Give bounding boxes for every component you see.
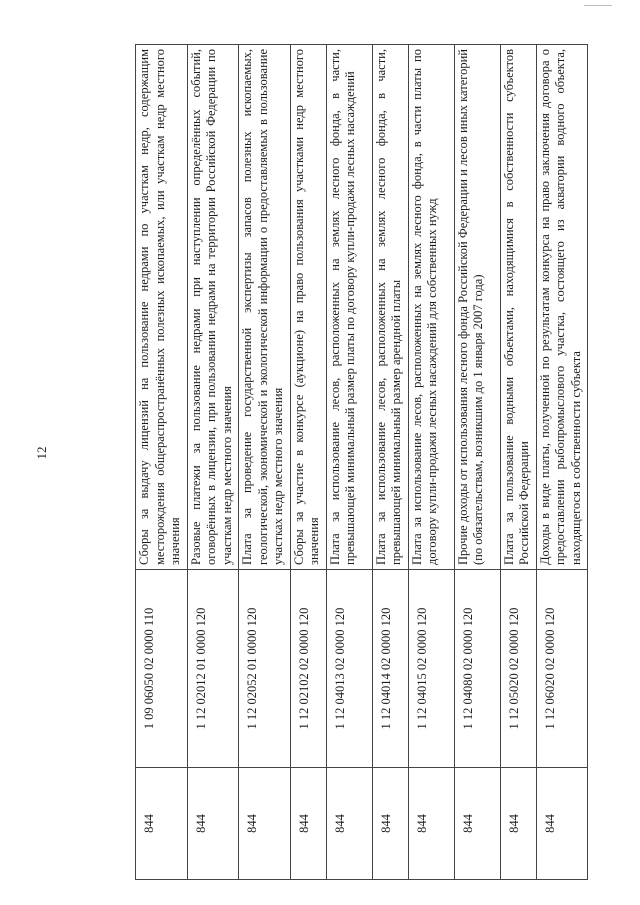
income-description-cell: Плата за пользование водными объектами, находящимися в собственности субъектов Российской Федерации	[500, 45, 536, 570]
scan-mark	[584, 5, 612, 6]
income-description-cell: Плата за использование лесов, расположенных на землях лесного фонда, в части, превышающей минимальный размер платы по договору купли-продажи лесных насаждений	[326, 45, 372, 570]
rotated-page-content	[135, 45, 595, 880]
admin-code-cell: 844	[290, 768, 326, 880]
table-row	[239, 45, 291, 880]
page-number: 12	[34, 446, 49, 460]
table-row	[326, 45, 372, 880]
budget-code-cell: 1 12 02012 01 0000 120	[187, 570, 239, 768]
table-row	[408, 45, 454, 880]
income-description-cell: Разовые платежи за пользование недрами при наступлении определённых событий, оговорённых в лицензии, при пользовании недрами на территории Российской Федерации по участкам недр местного значения	[187, 45, 239, 570]
income-description-cell: Сборы за участие в конкурсе (аукционе) на право пользования участками недр местного значения	[290, 45, 326, 570]
table-row	[290, 45, 326, 880]
admin-code-cell: 844	[500, 768, 536, 880]
budget-code-cell: 1 12 06020 02 0000 120	[536, 570, 588, 768]
admin-code-cell: 844	[136, 768, 188, 880]
income-description-cell: Плата за проведение государственной экспертизы запасов полезных ископаемых, геологической, экономической и экологической информации о предоставляемых в пользование участках недр местного значения	[239, 45, 291, 570]
income-description-cell: Сборы за выдачу лицензий на пользование недрами по участкам недр, содержащим месторождения общераспространённых полезных ископаемых, или участкам недр местного значения	[136, 45, 188, 570]
table-row	[536, 45, 588, 880]
budget-code-cell: 1 12 04014 02 0000 120	[372, 570, 408, 768]
income-description-cell: Прочие доходы от использования лесного фонда Российской Федерации и лесов иных категорий (по обязательствам, возникшим до 1 января 2007 года)	[454, 45, 500, 570]
income-description-cell: Доходы в виде платы, полученной по результатам конкурса на право заключения договора о предоставлении рыбопромыслового участка, состоящего из акватории водного объекта, находящегося в собственности субъекта	[536, 45, 588, 570]
table-body	[136, 45, 588, 880]
budget-code-cell: 1 12 04013 02 0000 120	[326, 570, 372, 768]
table-row	[500, 45, 536, 880]
budget-code-cell: 1 12 05020 02 0000 120	[500, 570, 536, 768]
admin-code-cell: 844	[239, 768, 291, 880]
budget-code-cell: 1 12 04080 02 0000 120	[454, 570, 500, 768]
income-codes-table	[135, 44, 588, 880]
table-row	[372, 45, 408, 880]
budget-code-cell: 1 12 02102 02 0000 120	[290, 570, 326, 768]
table-row	[136, 45, 188, 880]
table-row	[454, 45, 500, 880]
income-description-cell: Плата за использование лесов, расположенных на землях лесного фонда, в части, превышающей минимальный размер арендной платы	[372, 45, 408, 570]
admin-code-cell: 844	[536, 768, 588, 880]
admin-code-cell: 844	[326, 768, 372, 880]
budget-code-cell: 1 09 06050 02 0000 110	[136, 570, 188, 768]
table-row	[187, 45, 239, 880]
admin-code-cell: 844	[372, 768, 408, 880]
budget-code-cell: 1 12 02052 01 0000 120	[239, 570, 291, 768]
income-description-cell: Плата за использование лесов, расположенных на землях лесного фонда, в части платы по договору купли-продажи лесных насаждений для собственных нужд	[408, 45, 454, 570]
admin-code-cell: 844	[408, 768, 454, 880]
budget-code-cell: 1 12 04015 02 0000 120	[408, 570, 454, 768]
admin-code-cell: 844	[187, 768, 239, 880]
admin-code-cell: 844	[454, 768, 500, 880]
